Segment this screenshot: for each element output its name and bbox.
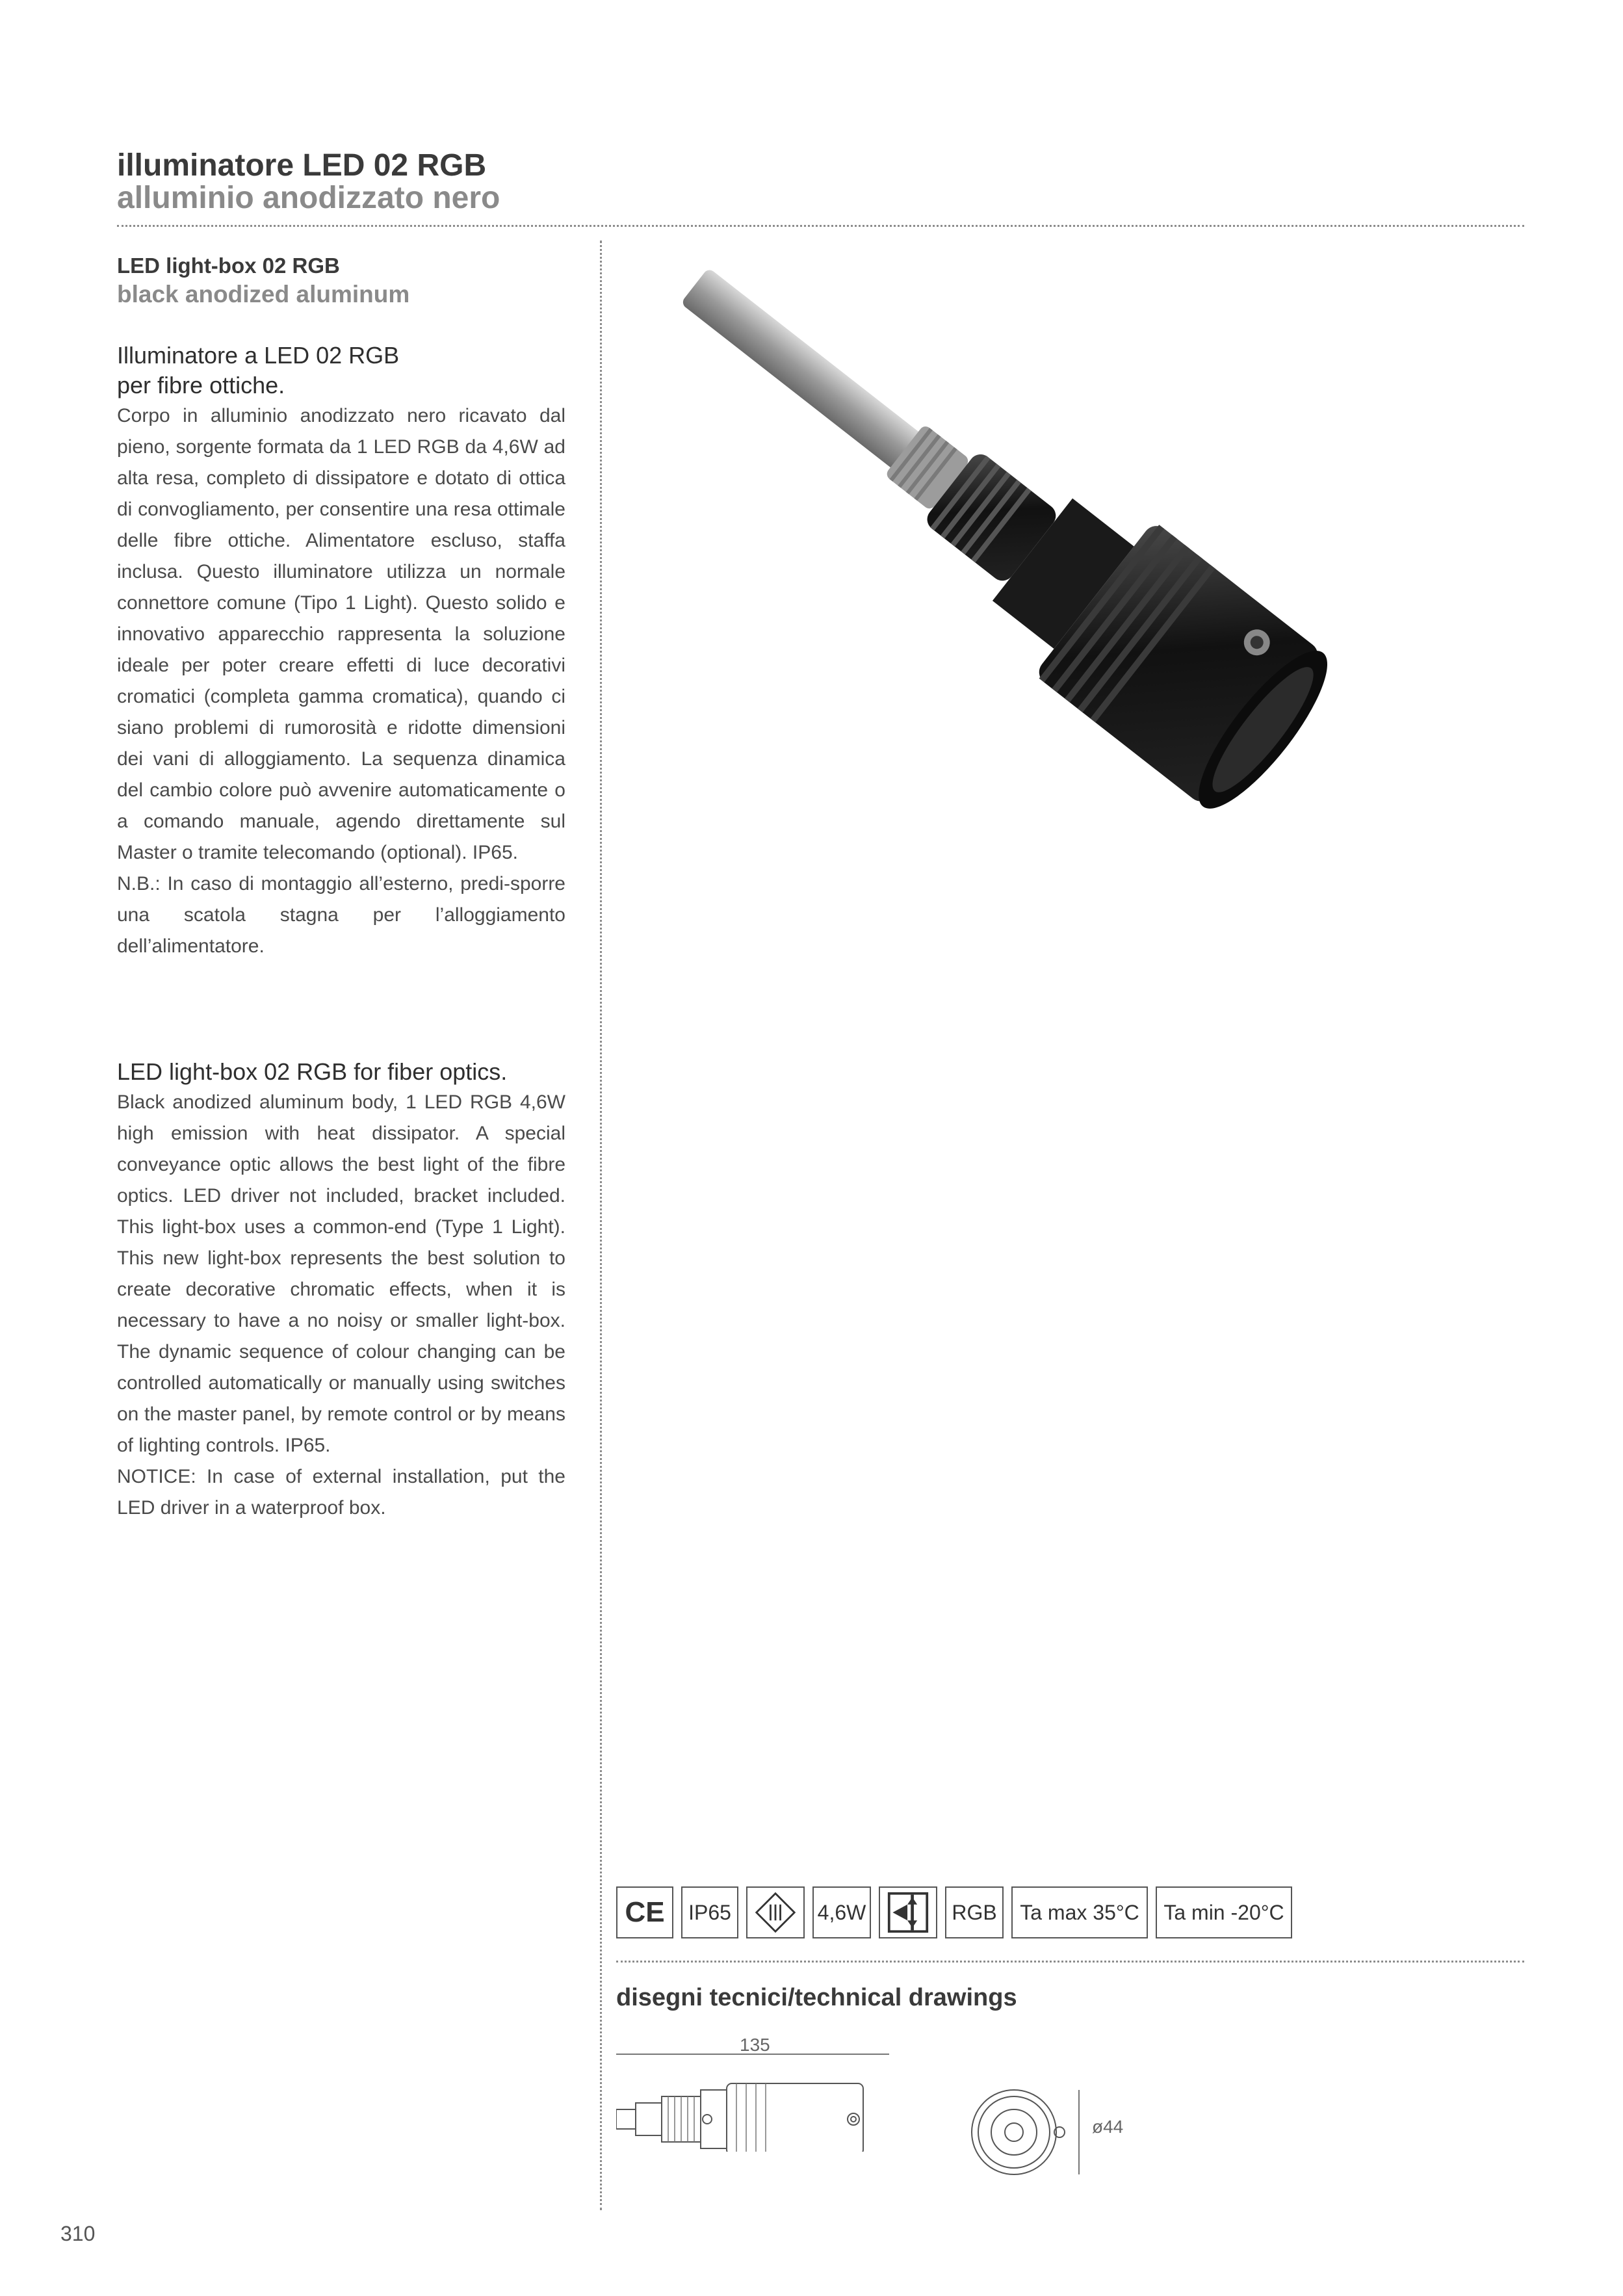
diameter-dimension: ø44 <box>1092 2117 1124 2137</box>
certification-badges <box>616 1886 1292 1941</box>
page-subtitle: alluminio anodizzato nero <box>117 181 500 215</box>
mounting-icon <box>879 1886 937 1938</box>
italian-note: N.B.: In caso di montaggio all’esterno, predi-sporre una scatola stagna per l’alloggiamento dell’alimentatore. <box>117 873 565 957</box>
english-body: Black anodized aluminum body, 1 LED RGB 4,6W high emission with heat dissipator. A special conveyance optic allows the best light of the fibre optics. LED driver not included, bracket included. This light-box uses a common-end (Type 1 Light). This new light-box represents the best solution to create decorative chromatic effects, when it is necessary to have a no noisy or smaller light-box. The dynamic sequence of colour changing can be controlled automatically or manually using switches on the master panel, by remote control or by means of lighting controls. IP65. <box>117 1091 565 1456</box>
page-title: illuminatore LED 02 RGB <box>117 148 487 183</box>
english-description <box>117 1057 565 1524</box>
length-dimension: 135 <box>740 2035 770 2055</box>
product-photo <box>637 247 1469 884</box>
ip-rating-badge: IP65 <box>681 1886 738 1938</box>
ta-max-badge: Ta max 35°C <box>1011 1886 1148 1938</box>
italian-description <box>117 341 565 962</box>
english-heading: LED light-box 02 RGB for fiber optics. <box>117 1058 508 1085</box>
side-technical-drawing <box>616 2048 902 2152</box>
drawings-title: disegni tecnici/technical drawings <box>616 1984 1017 2011</box>
page-number: 310 <box>60 2222 96 2245</box>
front-technical-drawing <box>968 2080 1085 2184</box>
italian-heading-line1: Illuminatore a LED 02 RGB <box>117 342 400 369</box>
italian-heading-line2: per fibre ottiche. <box>117 372 285 398</box>
rgb-badge: RGB <box>945 1886 1004 1938</box>
class-iii-icon <box>746 1886 805 1938</box>
english-title: LED light-box 02 RGB <box>117 254 340 278</box>
power-badge: 4,6W <box>812 1886 871 1938</box>
ta-min-badge: Ta min -20°C <box>1156 1886 1292 1938</box>
ce-mark: CE <box>616 1886 673 1938</box>
italian-body: Corpo in alluminio anodizzato nero ricavato dal pieno, sorgente formata da 1 LED RGB da 4,6W ad alta resa, completo di dissipatore e dotato di ottica di convogliamento, per consentire una resa ottimale delle fibre ottiche. Alimentatore escluso, staffa inclusa. Questo illuminatore utilizza un normale connettore comune (Tipo 1 Light). Questo solido e innovativo apparecchio rappresenta la soluzione ideale per poter creare effetti di luce decorativi cromatici (completa gamma cromatica), quando ci siano problemi di rumorosità e ridotte dimensioni dei vani di alloggiamento. La sequenza dinamica del cambio colore può avvenire automaticamente o a comando manuale, agendo direttamente sul Master o tramite telecomando (optional). IP65. <box>117 405 565 863</box>
english-subtitle: black anodized aluminum <box>117 281 410 307</box>
column-divider <box>600 241 602 2210</box>
header-divider <box>117 225 1524 227</box>
drawings-divider <box>616 1961 1524 1963</box>
english-note: NOTICE: In case of external installation, put the LED driver in a waterproof box. <box>117 1466 565 1519</box>
